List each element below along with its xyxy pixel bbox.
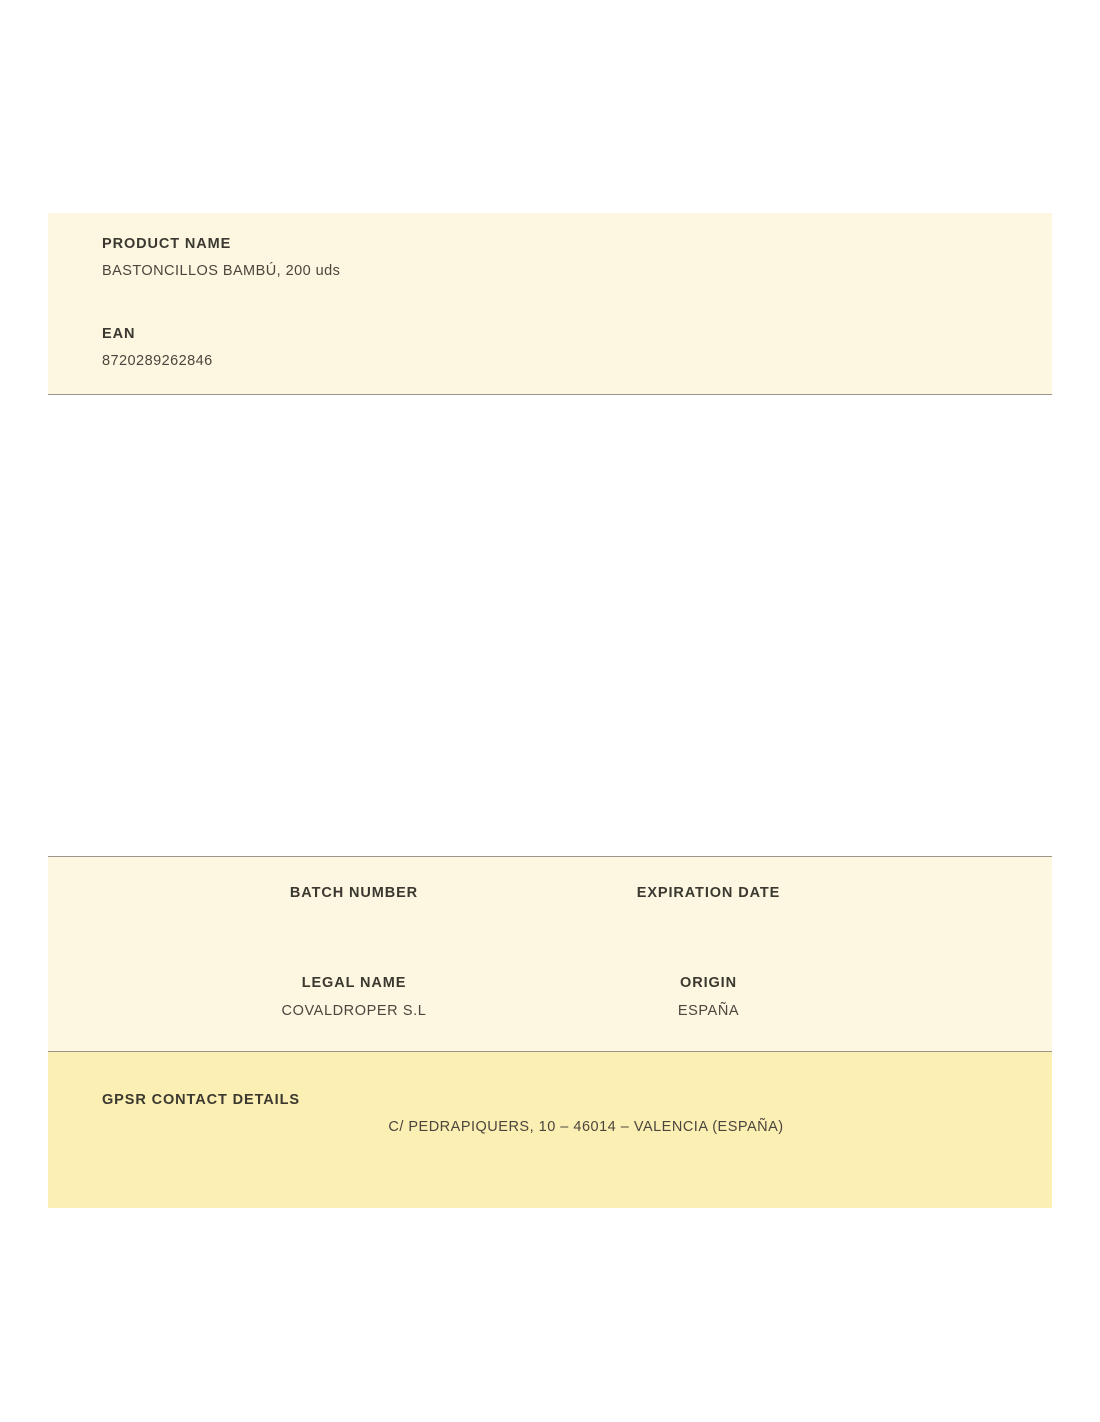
ean-label: EAN	[102, 326, 136, 342]
legal-name-value: COVALDROPER S.L	[281, 1003, 427, 1019]
details-row-batch-expiration	[48, 885, 1052, 913]
origin-value: ESPAÑA	[677, 1003, 740, 1019]
product-name-label: PRODUCT NAME	[102, 236, 232, 252]
product-info-panel	[48, 213, 1052, 395]
origin-label: ORIGIN	[680, 975, 737, 991]
details-row-legal-origin	[48, 975, 1052, 1019]
expiration-date-cell	[550, 885, 1052, 913]
expiration-date-label: EXPIRATION DATE	[636, 885, 781, 901]
product-name-value: BASTONCILLOS BAMBÚ, 200 uds	[102, 263, 341, 279]
origin-cell	[550, 975, 1052, 1019]
ean-value: 8720289262846	[102, 353, 213, 369]
product-details-panel	[48, 856, 1052, 1052]
gpsr-contact-label: GPSR CONTACT DETAILS	[102, 1092, 300, 1108]
product-name-field	[102, 236, 340, 279]
legal-name-cell	[48, 975, 550, 1019]
ean-field	[102, 326, 213, 369]
batch-number-cell	[48, 885, 550, 913]
legal-name-label: LEGAL NAME	[301, 975, 407, 991]
gpsr-contact-value: C/ PEDRAPIQUERS, 10 – 46014 – VALENCIA (ESPAÑA)	[388, 1119, 784, 1135]
gpsr-contact-panel	[48, 1052, 1052, 1208]
batch-number-label: BATCH NUMBER	[289, 885, 419, 901]
